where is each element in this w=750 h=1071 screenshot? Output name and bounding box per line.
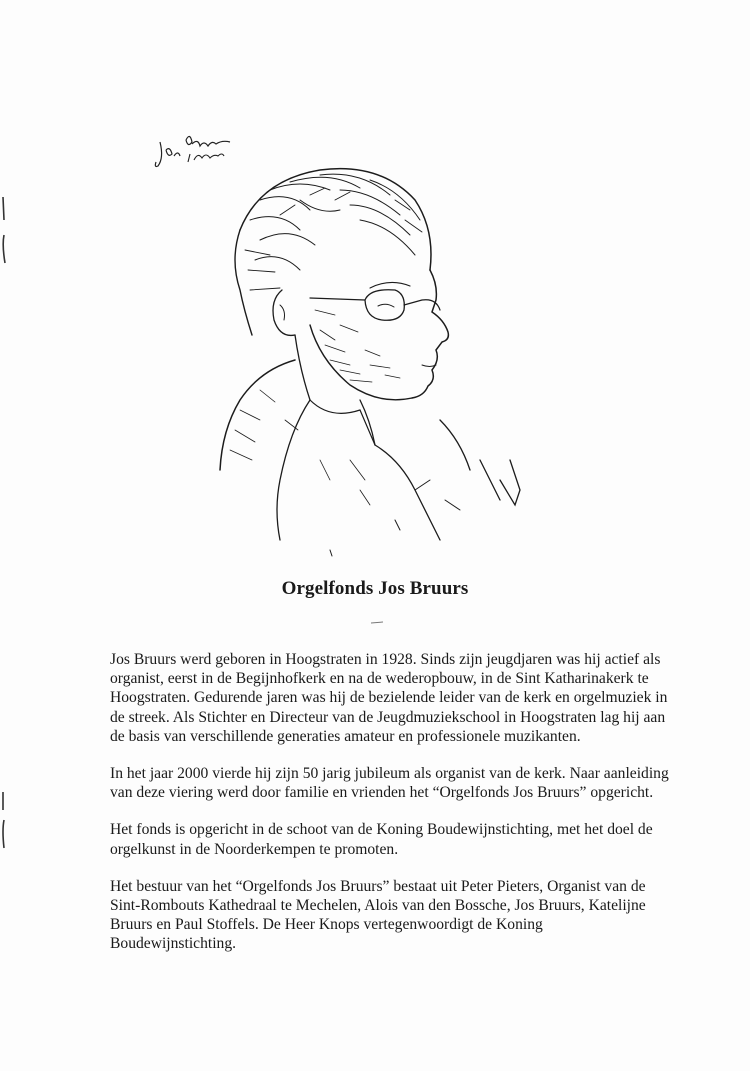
scan-edge-mark <box>0 195 8 265</box>
decorative-mark <box>370 612 384 618</box>
paragraph-jubilee: In het jaar 2000 vierde hij zijn 50 jarig jubileum als organist van de kerk. Naar aanleiding van deze viering werd door familie en vrienden het “Orgelfonds Jos Bruurs” opgericht. <box>110 765 669 802</box>
paragraph-foundation: Het fonds is opgericht in de schoot van de Koning Boudewijnstichting, met het doel de orgelkunst in de Noorderkempen te promoten. <box>110 821 653 858</box>
page-title: Orgelfonds Jos Bruurs <box>281 578 469 599</box>
paragraph-board: Het bestuur van het “Orgelfonds Jos Bruurs” bestaat uit Peter Pieters, Organist van de Sint-Rombouts Kathedraal te Mechelen, Alois van den Bossche, Jos Bruurs, Katelijne Bruurs en Paul Stoffels. De Heer Knops vertegenwoordigt de Koning Boudewijnstichting. <box>110 877 646 953</box>
portrait-sketch <box>200 160 540 560</box>
paragraph-biography: Jos Bruurs werd geboren in Hoogstraten in 1928. Sinds zijn jeugdjaren was hij actief als organist, eerst in de Begijnhofkerk en na de wederopbouw, in de Sint Katharinakerk te Hoogstraten. Gedurende jaren was hij de bezielende leider van de kerk en orgelmuziek in de streek. Als Stichter en Directeur van de Jeugdmuziekschool in Hoogstraten lag hij aan de basis van verschillende generaties amateur en professionele muzikanten. <box>110 651 668 745</box>
body-text <box>110 650 670 972</box>
scan-edge-mark <box>0 790 8 850</box>
